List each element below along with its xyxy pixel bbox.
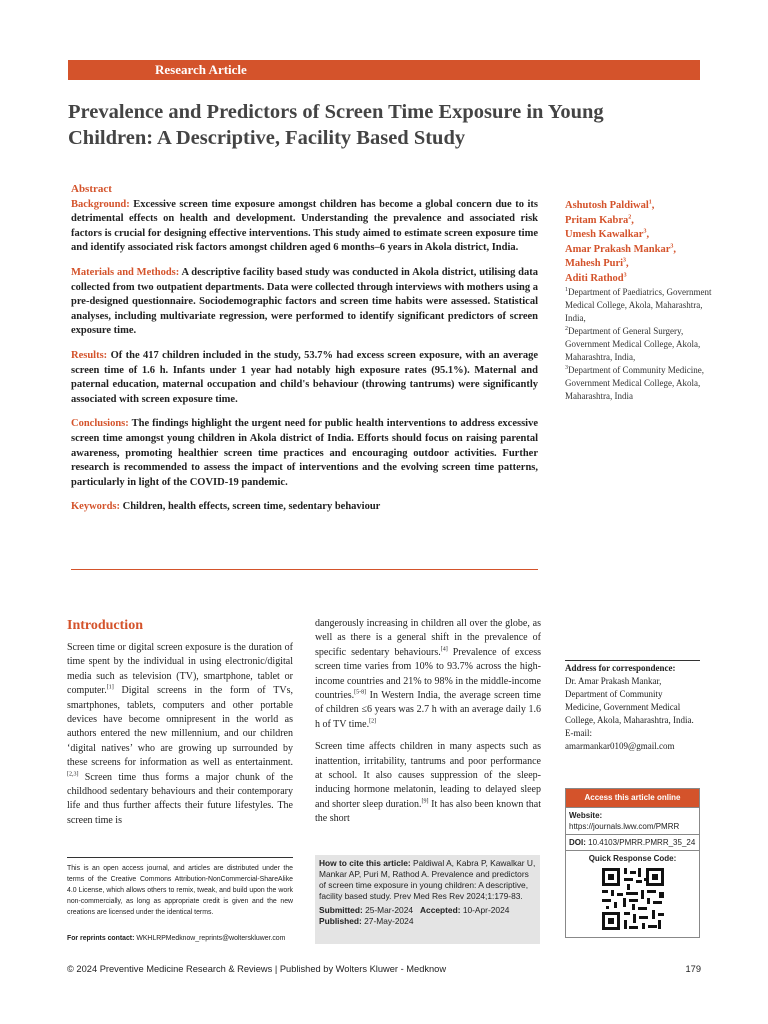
author: Amar Prakash Mankar$^3$, xyxy=(565,243,677,255)
author: Umesh Kawalkar$^3$, xyxy=(565,228,650,241)
methods-text: A descriptive facility based study was conducted in Akola district, utilising data collected from two outpatient departments. Data were collected through interviews with mothers using a pre-designed questionnaire. Sociodemographic factors and screen time habits were assessed. Statistical analyses, including multivariate regression, were performed to identify significant predictors of screen exposure time. xyxy=(71,266,538,337)
page-footer xyxy=(67,964,701,974)
citation-text: How to cite this article: Paldiwal A, Kabra P, Kawalkar U, Mankar AP, Puri M, Rathod A. Prevalence and predictors of screen time exposure in young children: A descriptive, facility based study. Prev Med Res Rev 2024;1:179-83. xyxy=(319,858,536,901)
affiliation: $^2$Department of General Surgery, Government Medical College, Akola, Maharashtra, India, xyxy=(565,326,701,362)
affiliations xyxy=(565,286,715,403)
article-dates: Submitted: 25-Mar-2024 Accepted: 10-Apr-2024 Published: 27-May-2024 xyxy=(319,905,510,926)
citation-ref[interactable]: [2] xyxy=(369,718,377,725)
license-notice: This is an open access journal, and articles are distributed under the terms of the Creative Commons Attribution-NonCommercial-ShareAlike 4.0 License, which allows others to remix, tweak, and build upon the work non-commercially, as long as appropriate credit is given and the new creations are licensed under the identical terms. xyxy=(67,857,293,918)
citation-ref[interactable]: [4] xyxy=(440,646,448,653)
author-list xyxy=(565,199,715,287)
abstract-background xyxy=(71,198,538,256)
intro-paragraph: Screen time or digital screen exposure is the duration of time spent by the individual in using electronic/digital media such as television (TV), smartphone, tablet or computer.[1] Digital screens in the form of TVs, smartphones, tablets, computers and other portable devices have become omnipresent in the world as authors entered the new millennium, and our children ‘digital natives’ who are growing up surrounded by these screens for information as well as entertainment.[2,3] Screen time thus forms a major chunk of the childhood sedentary behaviours and their contemporary life and thus further affects their future lifestyles. The screen time is xyxy=(67,642,293,826)
background-label: Background: xyxy=(71,198,130,210)
author: Ashutosh Paldiwal$^1$, xyxy=(565,199,655,211)
doi-link[interactable]: 10.4103/PMRR.PMRR_35_24 xyxy=(588,838,696,847)
author: Aditi Rathod$^3$ xyxy=(565,272,627,284)
article-type-label: Research Article xyxy=(155,62,247,77)
website-link[interactable]: https://journals.lww.com/PMRR xyxy=(569,822,680,831)
intro-paragraph: dangerously increasing in children all over the globe, as well as there is a general shift in the prevalence of specific sedentary behaviours.[4] Prevalence of excess screen time varies from 10% to 93.7% across the high-income countries and 21% to 98% in the middle-income countries.[5-8] In Western India, the average screen time of children ≤6 years was 2.7 h with an average daily 1.6 h of TV time.[2] xyxy=(315,618,541,730)
page-number: 179 xyxy=(685,964,701,974)
affiliation: $^1$Department of Paediatrics, Government Medical College, Akola, Maharashtra, India, xyxy=(565,287,712,323)
background-text: Excessive screen time exposure amongst children has become a global concern due to its detrimental effects on health and development. Understanding the prevalence and associated risk factors is crucial for designing effective interventions. This study aimed to estimate screen exposure time and identify associated risk factors amongst children aged 6 months–6 years in Akola district, India. xyxy=(71,198,539,254)
results-text: Of the 417 children included in the study, 53.7% had excess screen exposure, with an average screen time of 1.6 h. Infants under 1 year had notably high exposure rates (95.1%). Maternal and paternal education, maternal occupation and child's behaviour (throwing tantrums) were significantly associated with screen exposure time. xyxy=(71,349,539,405)
correspondence-label: Address for correspondence: xyxy=(565,663,676,673)
access-online-box xyxy=(565,788,700,938)
reprints-contact: For reprints contact: WKHLRPMedknow_reprints@wolterskluwer.com xyxy=(67,935,286,942)
citation-ref[interactable]: [5-8] xyxy=(354,689,367,696)
footer-copyright: © 2024 Preventive Medicine Research & Reviews | Published by Wolters Kluwer - Medknow xyxy=(67,964,447,974)
keywords-label: Keywords: xyxy=(71,501,120,513)
keywords-text: Children, health effects, screen time, sedentary behaviour xyxy=(122,501,381,513)
doi-row: DOI: 10.4103/PMRR.PMRR_35_24 xyxy=(566,834,699,850)
author: Mahesh Puri$^3$, xyxy=(565,257,629,270)
intro-paragraph: Screen time affects children in many aspects such as inattention, irritability, tantrums and poor performance at school. It also causes suppression of the sleep-inducing hormone melatonin, leading to delayed sleep and shorter sleep duration.[9] It has also been known that the short xyxy=(315,741,541,825)
article-title: Prevalence and Predictors of Screen Time Exposure in Young Children: A Descriptive, Facility Based Study xyxy=(68,101,604,149)
reprints-email[interactable]: WKHLRPMedknow_reprints@wolterskluwer.com xyxy=(136,935,286,942)
body-column-right xyxy=(315,617,541,835)
results-label: Results: xyxy=(71,349,108,361)
citation-ref[interactable]: [2,3] xyxy=(67,771,79,778)
website-row: Website: https://journals.lww.com/PMRR xyxy=(566,807,699,834)
abstract-keywords xyxy=(71,500,538,515)
correspondence-address: Dr. Amar Prakash Mankar, Department of Community Medicine, Government Medical College, Akola, Maharashtra, India. xyxy=(565,676,694,725)
abstract-methods xyxy=(71,266,538,339)
correspondence-email[interactable]: E-mail: amarmankar0109@gmail.com xyxy=(565,728,675,751)
body-column-left xyxy=(67,641,293,836)
abstract-heading: Abstract xyxy=(71,183,112,195)
citation-ref[interactable]: [9] xyxy=(421,798,429,805)
affiliation: $^3$Department of Community Medicine, Government Medical College, Akola, Maharashtra, India xyxy=(565,365,704,401)
citation-box xyxy=(315,855,540,944)
abstract-results xyxy=(71,349,538,407)
keywords-divider xyxy=(71,569,538,570)
introduction-heading: Introduction xyxy=(67,618,143,633)
correspondence xyxy=(565,660,700,753)
methods-label: Materials and Methods: xyxy=(71,266,180,278)
qr-code-icon[interactable] xyxy=(600,866,666,932)
conclusions-label: Conclusions: xyxy=(71,418,129,430)
access-header: Access this article online xyxy=(566,789,699,807)
qr-row xyxy=(566,850,699,937)
abstract xyxy=(71,182,538,525)
qr-label: Quick Response Code: xyxy=(588,854,677,863)
abstract-conclusions xyxy=(71,417,538,490)
citation-ref[interactable]: [1] xyxy=(106,684,114,691)
conclusions-text: The findings highlight the urgent need for public health interventions to address excessive screen time amongst young children in Akola district of India. Efforts should focus on raising parental awareness, promoting healthier screen time practices and encouraging outdoor activities. Further research is recommended to assess the impact of interventions and the evolving screen time patterns, particularly in light of the COVID-19 pandemic. xyxy=(71,418,538,488)
author: Pritam Kabra$^2$, xyxy=(565,214,634,226)
